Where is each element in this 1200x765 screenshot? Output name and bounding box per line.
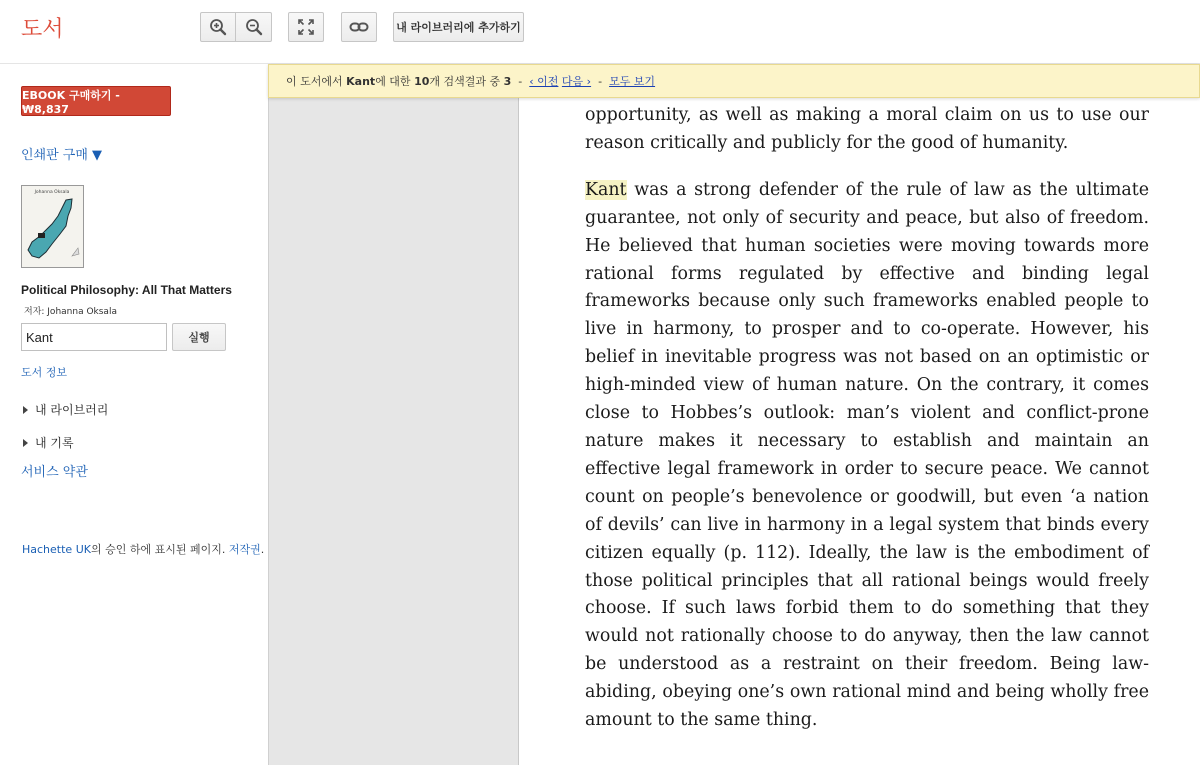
add-to-library-button[interactable]: 내 라이브러리에 추가하기 [393, 12, 524, 42]
zoom-out-button[interactable] [236, 12, 272, 42]
copyright-link[interactable]: 저작권 [228, 543, 261, 556]
paragraph-2-text: was a strong defender of the rule of law as the ultimate guarantee, not only of security and peace, but also of freedom. He believed that human societies were moving towards more rational forms regulated by effective and binding legal frameworks because only such frameworks enabled people to live in harmony, to prosper and to co-operate. However, his belief in inevitable progress was not based on an optimistic or high-minded view of human nature. On the contrary, it comes close to Hobbes’s outlook: man’s violent and conflict-prone nature makes it necessary to establish and maintain an effective legal framework in order to secure peace. We cannot count on people’s benevolence or goodwill, but even ‘a nation of devils’ can live in harmony in a legal system that binds every citizen equally (p. 112). Ideally, the law is the embodiment of those political principles that all rational beings would freely choose. If such laws forbid them to do something that they would not rationally choose to do anyway, then the law cannot be understood as a restraint on their freedom. Being law-abiding, obeying one’s own rational mind and being wholly free amount to the same thing. [585, 179, 1149, 731]
expand-triangle-icon [23, 439, 28, 447]
zoom-controls [200, 12, 272, 42]
paragraph-1: opportunity, as well as making a moral claim on us to use our reason critically and publicly for the good of humanity. [585, 105, 1149, 153]
link-control [341, 12, 377, 42]
book-info-link[interactable]: 도서 정보 [21, 366, 68, 379]
search-highlight: Kant [585, 179, 627, 200]
fullscreen-button[interactable] [288, 12, 324, 42]
results-about: 에 대한 [375, 75, 411, 88]
zoom-in-button[interactable] [200, 12, 236, 42]
page-text [585, 64, 1149, 735]
results-query: Kant [346, 74, 376, 88]
fullscreen-icon [297, 18, 315, 36]
zoom-out-icon [245, 18, 263, 36]
publisher-note [22, 541, 264, 557]
book-author: 저자: Johanna Oksala [24, 307, 117, 317]
brand-title[interactable]: 도서 [21, 17, 64, 42]
results-count-suffix: 개 검색결과 중 [429, 75, 501, 88]
search-in-book-input[interactable] [21, 323, 167, 351]
separator: - [518, 74, 523, 88]
show-all-link[interactable]: 모두 보기 [609, 75, 656, 88]
publisher-text: 의 승인 하에 표시된 페이지. [90, 543, 226, 556]
period: . [260, 543, 265, 556]
book-page [519, 64, 1200, 765]
book-title: Political Philosophy: All That Matters [21, 283, 232, 297]
zoom-in-icon [209, 18, 227, 36]
link-icon [349, 20, 369, 34]
cover-author-text: Johanna Oksala [34, 190, 70, 195]
publisher-link[interactable]: Hachette UK [22, 543, 91, 556]
print-purchase-link[interactable]: 인쇄판 구매 ▼ [21, 148, 103, 163]
paragraph-2 [585, 177, 1149, 735]
my-history-label: 내 기록 [35, 436, 74, 450]
book-cover-art [22, 186, 83, 267]
terms-of-service-link[interactable]: 서비스 약관 [21, 465, 88, 480]
results-prefix: 이 도서에서 [286, 75, 343, 88]
search-go-button[interactable]: 실행 [172, 323, 226, 351]
my-history-expander[interactable] [23, 434, 74, 451]
top-toolbar [0, 0, 1200, 64]
separator: - [598, 74, 603, 88]
expand-triangle-icon [23, 406, 28, 414]
results-count: 10 [414, 74, 430, 88]
link-button[interactable] [341, 12, 377, 42]
sidebar [0, 64, 268, 765]
prev-result-link[interactable]: ‹ 이전 [529, 75, 559, 88]
fullscreen-control [288, 12, 324, 42]
results-current: 3 [503, 74, 512, 88]
next-result-link[interactable]: 다음 › [561, 75, 592, 88]
book-cover[interactable] [21, 185, 84, 268]
buy-ebook-button[interactable]: EBOOK 구매하기 - ₩8,837 [21, 86, 171, 116]
my-library-label: 내 라이브러리 [35, 403, 109, 417]
my-library-expander[interactable] [23, 401, 108, 418]
viewer-gutter [268, 64, 519, 765]
search-results-bar [268, 64, 1200, 98]
